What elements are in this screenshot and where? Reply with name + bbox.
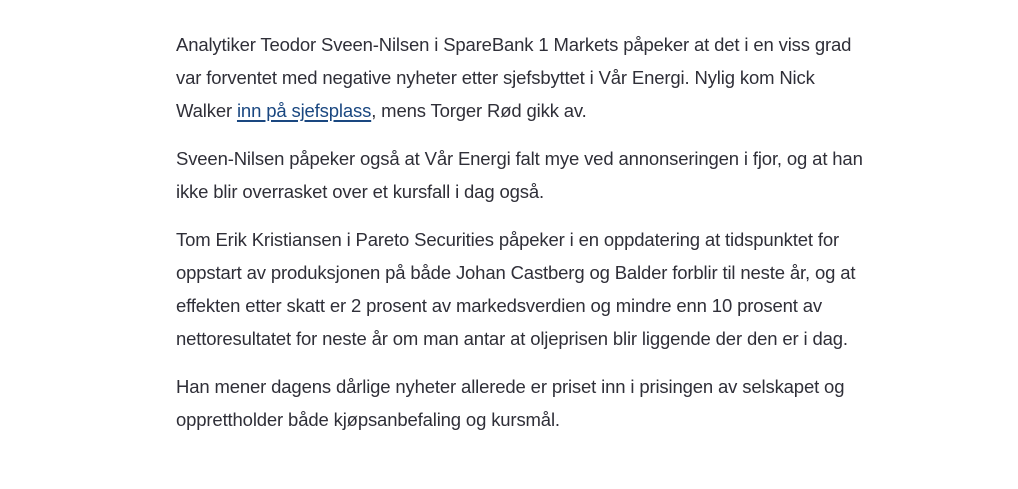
sjefsplass-link[interactable]: inn på sjefsplass (236, 100, 372, 121)
paragraph-text-lead: Analytiker Teodor Sveen-Nilsen i SpareBank 1 Markets påpeker at det i en viss grad var forventet med negative nyheter etter sjefsbyttet i Vår Energi. Nylig kom Nick Walker (176, 34, 852, 121)
paragraph-kursfall: Sveen-Nilsen påpeker også at Vår Energi falt mye ved annonseringen i fjor, og at han ikke blir overrasket over et kursfall i dag også. (176, 148, 863, 202)
paragraph-pareto-securities: Tom Erik Kristiansen i Pareto Securities påpeker i en oppdatering at tidspunktet for oppstart av produksjonen på både Johan Castberg og Balder forblir til neste år, og at effekten etter skatt er 2 prosent av markedsverdien og mindre enn 10 prosent av nettoresultatet for neste år om man antar at oljeprisen blir liggende der den er i dag. (176, 229, 856, 349)
paragraph-text-tail: , mens Torger Rød gikk av. (371, 100, 587, 121)
paragraph-kjopsanbefaling: Han mener dagens dårlige nyheter allerede er priset inn i prisingen av selskapet og opprettholder både kjøpsanbefaling og kursmål. (176, 376, 845, 430)
paragraph-analyst-sveen-nilsen (176, 28, 871, 127)
